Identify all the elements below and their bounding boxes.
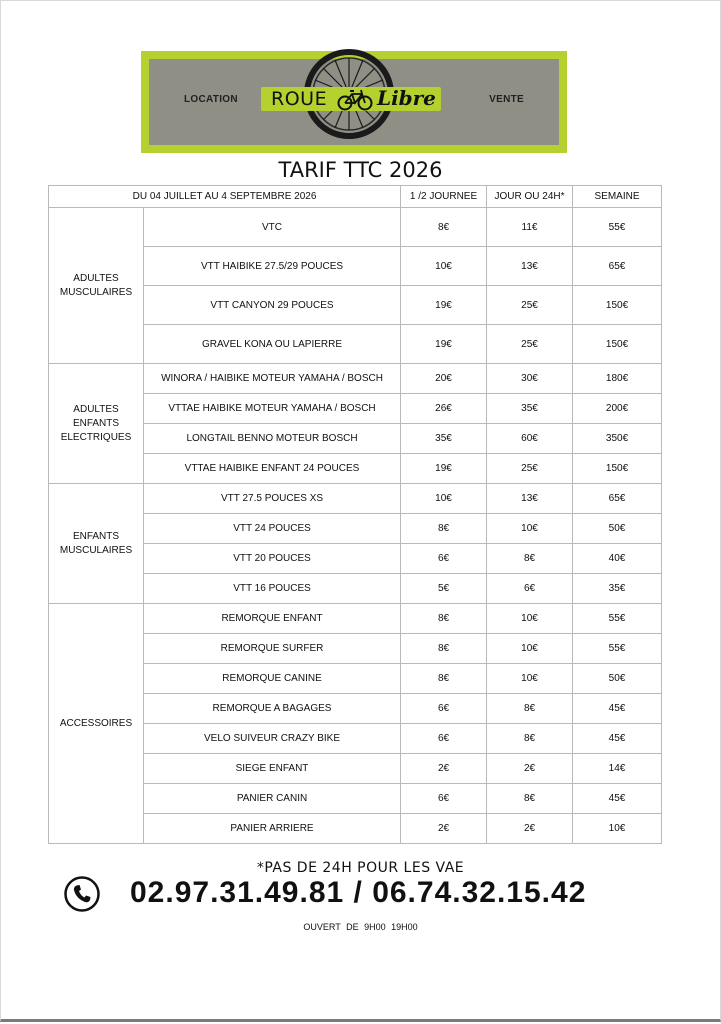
price-half-day: 10€	[401, 247, 487, 286]
price-day: 6€	[487, 574, 573, 604]
price-day: 8€	[487, 694, 573, 724]
price-day: 11€	[487, 208, 573, 247]
price-day: 13€	[487, 484, 573, 514]
price-day: 10€	[487, 514, 573, 544]
price-half-day: 2€	[401, 754, 487, 784]
item-cell: LONGTAIL BENNO MOTEUR BOSCH	[144, 424, 401, 454]
price-day: 2€	[487, 754, 573, 784]
item-cell: VTT 20 POUCES	[144, 544, 401, 574]
price-day: 10€	[487, 604, 573, 634]
price-week: 150€	[573, 286, 662, 325]
price-half-day: 19€	[401, 325, 487, 364]
item-cell: GRAVEL KONA OU LAPIERRE	[144, 325, 401, 364]
item-cell: VTTAE HAIBIKE ENFANT 24 POUCES	[144, 454, 401, 484]
price-day: 60€	[487, 424, 573, 454]
vae-note: *PAS DE 24H POUR LES VAE	[256, 860, 465, 876]
price-half-day: 8€	[401, 208, 487, 247]
price-week: 55€	[573, 208, 662, 247]
price-half-day: 35€	[401, 424, 487, 454]
price-week: 50€	[573, 664, 662, 694]
item-cell: VTC	[144, 208, 401, 247]
opening-hours: OUVERT DE 9H00 19H00	[303, 922, 418, 932]
price-half-day: 19€	[401, 286, 487, 325]
price-day: 10€	[487, 634, 573, 664]
price-half-day: 6€	[401, 694, 487, 724]
banner-vente-label: VENTE	[489, 94, 524, 105]
phone-numbers[interactable]: 02.97.31.49.81 / 06.74.32.15.42	[130, 876, 587, 909]
brand-banner	[141, 51, 567, 153]
price-half-day: 19€	[401, 454, 487, 484]
category-cell: ADULTES ENFANTS ELECTRIQUES	[49, 364, 144, 484]
price-week: 65€	[573, 484, 662, 514]
item-cell: VTT 27.5 POUCES XS	[144, 484, 401, 514]
price-week: 45€	[573, 784, 662, 814]
price-half-day: 8€	[401, 664, 487, 694]
table-row	[49, 604, 662, 634]
price-week: 14€	[573, 754, 662, 784]
price-week: 10€	[573, 814, 662, 844]
header-half-day: 1 /2 JOURNEE	[401, 186, 487, 208]
price-day: 8€	[487, 724, 573, 754]
price-week: 350€	[573, 424, 662, 454]
item-cell: PANIER CANIN	[144, 784, 401, 814]
table-row	[49, 484, 662, 514]
price-day: 25€	[487, 454, 573, 484]
price-day: 10€	[487, 664, 573, 694]
item-cell: VTT 24 POUCES	[144, 514, 401, 544]
price-week: 150€	[573, 325, 662, 364]
price-week: 40€	[573, 544, 662, 574]
price-week: 45€	[573, 724, 662, 754]
price-day: 8€	[487, 784, 573, 814]
item-cell: VTT CANYON 29 POUCES	[144, 286, 401, 325]
item-cell: WINORA / HAIBIKE MOTEUR YAMAHA / BOSCH	[144, 364, 401, 394]
item-cell: PANIER ARRIERE	[144, 814, 401, 844]
page-title: TARIF TTC 2026	[278, 158, 443, 182]
category-cell: ENFANTS MUSCULAIRES	[49, 484, 144, 604]
bicycle-icon	[337, 89, 373, 111]
price-half-day: 6€	[401, 724, 487, 754]
category-cell: ADULTES MUSCULAIRES	[49, 208, 144, 364]
price-table	[48, 185, 662, 844]
price-week: 45€	[573, 694, 662, 724]
brand-name-roue: ROUE	[271, 88, 328, 110]
category-cell: ACCESSOIRES	[49, 604, 144, 844]
item-cell: REMORQUE ENFANT	[144, 604, 401, 634]
price-day: 25€	[487, 286, 573, 325]
price-half-day: 8€	[401, 604, 487, 634]
table-row	[49, 364, 662, 394]
table-header-row	[49, 186, 662, 208]
price-half-day: 26€	[401, 394, 487, 424]
price-day: 30€	[487, 364, 573, 394]
price-half-day: 5€	[401, 574, 487, 604]
price-half-day: 20€	[401, 364, 487, 394]
item-cell: VTTAE HAIBIKE MOTEUR YAMAHA / BOSCH	[144, 394, 401, 424]
brand-name-libre: Libre	[377, 86, 436, 110]
price-day: 25€	[487, 325, 573, 364]
price-half-day: 6€	[401, 544, 487, 574]
item-cell: REMORQUE A BAGAGES	[144, 694, 401, 724]
price-week: 150€	[573, 454, 662, 484]
banner-location-label: LOCATION	[184, 94, 238, 105]
item-cell: REMORQUE SURFER	[144, 634, 401, 664]
price-week: 35€	[573, 574, 662, 604]
header-period: DU 04 JUILLET AU 4 SEPTEMBRE 2026	[49, 186, 401, 208]
price-week: 50€	[573, 514, 662, 544]
price-day: 2€	[487, 814, 573, 844]
item-cell: VTT 16 POUCES	[144, 574, 401, 604]
price-day: 13€	[487, 247, 573, 286]
item-cell: VTT HAIBIKE 27.5/29 POUCES	[144, 247, 401, 286]
price-day: 35€	[487, 394, 573, 424]
price-week: 55€	[573, 604, 662, 634]
header-day: JOUR OU 24H*	[487, 186, 573, 208]
item-cell: VELO SUIVEUR CRAZY BIKE	[144, 724, 401, 754]
price-half-day: 8€	[401, 514, 487, 544]
price-week: 65€	[573, 247, 662, 286]
phone-icon	[64, 876, 100, 912]
price-half-day: 8€	[401, 634, 487, 664]
price-half-day: 2€	[401, 814, 487, 844]
price-week: 55€	[573, 634, 662, 664]
item-cell: REMORQUE CANINE	[144, 664, 401, 694]
price-half-day: 6€	[401, 784, 487, 814]
item-cell: SIEGE ENFANT	[144, 754, 401, 784]
price-half-day: 10€	[401, 484, 487, 514]
price-week: 180€	[573, 364, 662, 394]
price-day: 8€	[487, 544, 573, 574]
price-week: 200€	[573, 394, 662, 424]
header-week: SEMAINE	[573, 186, 662, 208]
table-row	[49, 208, 662, 247]
